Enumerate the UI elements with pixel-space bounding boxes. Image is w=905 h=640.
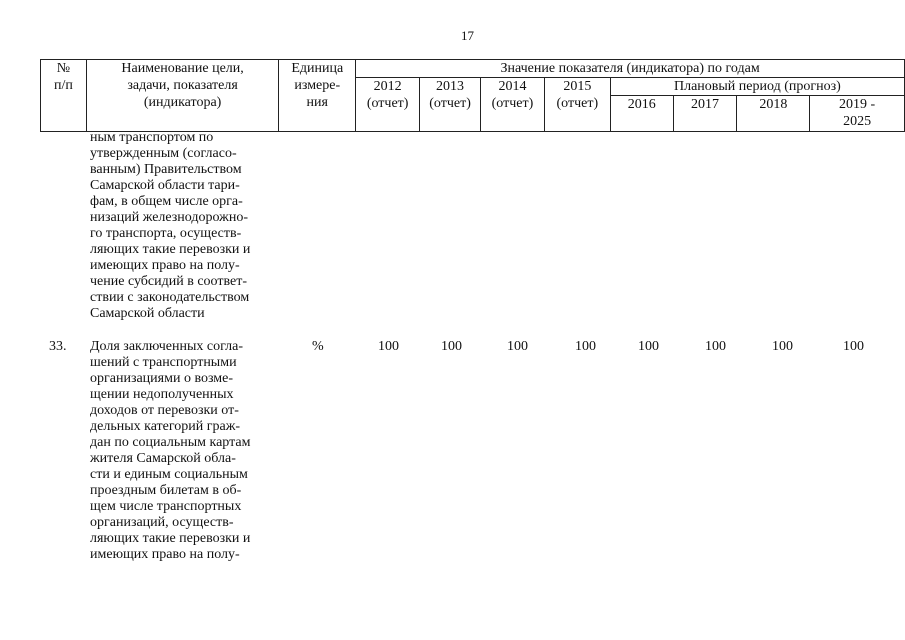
row-value-2019-2025: 100 (843, 339, 864, 354)
header-year-2012: 2012 (отчет) (356, 78, 420, 132)
header-year-2019-2025: 2019 - 2025 (810, 96, 905, 132)
indicators-table (40, 59, 905, 132)
header-year-2013: 2013 (отчет) (420, 78, 481, 132)
header-col-values: Значение показателя (индикатора) по годам (356, 60, 905, 78)
row-indicator-name: Доля заключенных согла- шений с транспортными организациями о возме- щении недополученных доходов от перевозки от- дельных категорий граж- дан по социальным картам жителя Самарской обла- сти и единым социальным проездным билетам в об- щем числе транспортных организаций, осуществ- ляющих такие перевозки и имеющих право на полу- (90, 339, 251, 562)
header-year-2015: 2015 (отчет) (544, 78, 610, 132)
row-unit: % (312, 339, 324, 354)
row-number: 33. (49, 339, 67, 354)
row-value-2017: 100 (705, 339, 726, 354)
row-value-2016: 100 (638, 339, 659, 354)
row-value-2018: 100 (772, 339, 793, 354)
row-value-2015: 100 (575, 339, 596, 354)
continuation-text: ным транспортом по утвержденным (согласо- ванным) Правительством Самарской области тари- фам, в общем числе орга- низаций железнодорожно- го транспорта, осуществ- ляющих такие перевозки и имеющих право на полу- чение субсидий в соответ- ствии с законодательством Самарской области (90, 130, 251, 321)
header-col-name: Наименование цели, задачи, показателя (индикатора) (86, 60, 278, 132)
row-value-2012: 100 (378, 339, 399, 354)
header-col-unit: Единица измере- ния (279, 60, 356, 132)
row-value-2014: 100 (507, 339, 528, 354)
header-col-number: № п/п (41, 60, 87, 132)
header-plan-period: Плановый период (прогноз) (610, 78, 904, 96)
header-year-2014: 2014 (отчет) (481, 78, 545, 132)
header-year-2018: 2018 (737, 96, 810, 132)
row-value-2013: 100 (441, 339, 462, 354)
header-year-2016: 2016 (610, 96, 673, 132)
header-year-2017: 2017 (673, 96, 737, 132)
page-number: 17 (461, 28, 474, 43)
